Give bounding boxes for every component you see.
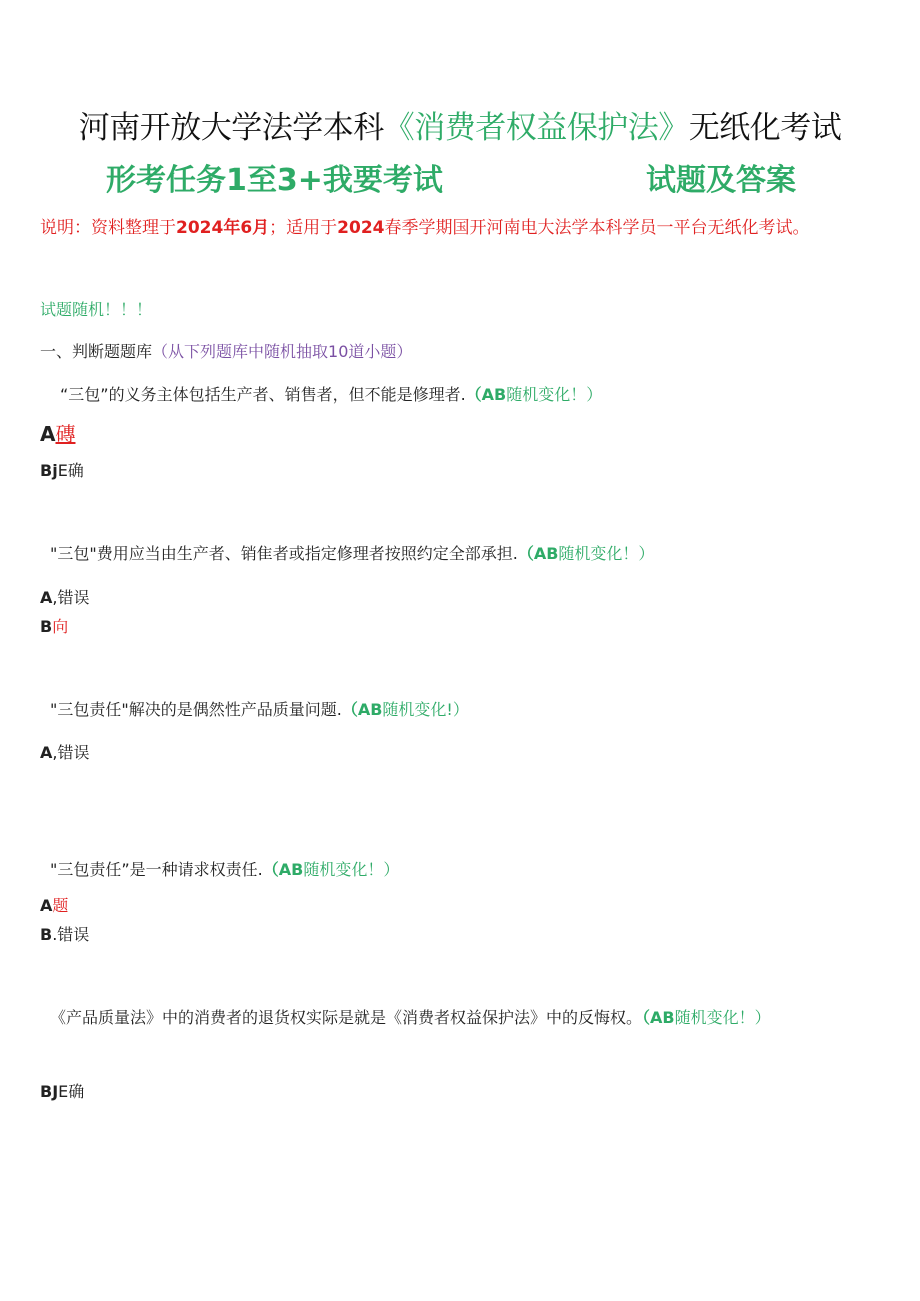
question-text: 《产品质量法》中的消费者的退货权实际是就是《消费者权益保护法》中的反悔权。: [50, 1008, 643, 1027]
option-letter: B: [40, 617, 53, 636]
subtitle-left: 形考任务1至3+我要考试: [106, 163, 443, 198]
option-text: ,错误: [52, 743, 90, 762]
question-2-option-a: [40, 586, 89, 610]
option-letter: A: [40, 896, 53, 915]
option-letter: Bj: [40, 461, 58, 480]
question-tag: （AB: [341, 700, 383, 719]
question-text: "三包责任”是一种请求权责任.: [50, 860, 263, 879]
section-heading: [40, 340, 412, 364]
note-date: 2024年6月: [176, 218, 270, 238]
question-tag-note: 随机变化！）: [303, 860, 400, 879]
question-1-option-a: [40, 422, 75, 446]
question-4: [50, 858, 399, 882]
option-letter: A: [40, 743, 53, 762]
question-tag-note: 随机变化!）: [382, 700, 469, 719]
section-title: 一、判断题题库: [40, 342, 153, 361]
question-3-option-a: [40, 741, 89, 765]
title-course-name: 《消费者权益保护法》: [383, 110, 689, 146]
question-1-option-b: [40, 459, 84, 483]
option-text: 磚: [55, 422, 76, 446]
section-hint: （从下列题库中随机抽取10道小题）: [152, 342, 413, 361]
title-part3: 无纸化考试: [688, 110, 842, 146]
question-text: “三包”的义务主体包括生产者、销售者，但不能是修理者.: [60, 385, 466, 404]
question-tag: （AB: [642, 1008, 675, 1027]
option-text: 向: [52, 617, 69, 636]
question-tag-note: 随机变化！）: [506, 385, 603, 404]
note-rest: 春季学期国开河南电大法学本科学员一平台无纸化考试。: [384, 218, 810, 238]
question-tag: （AB: [517, 544, 559, 563]
random-note: 试题随机！！！: [40, 300, 153, 319]
option-text: E确: [58, 1082, 85, 1101]
option-letter: BJ: [40, 1082, 59, 1101]
title-part1: 河南开放大学法学本科: [78, 110, 384, 146]
note-term: 2024: [337, 218, 385, 238]
question-text: "三包"费用应当由生产者、销隹者或指定修理者按照约定全部承担.: [50, 544, 518, 563]
option-letter: A: [40, 422, 56, 446]
question-text: "三包责任"解决的是偶然性产品质量问题.: [50, 700, 342, 719]
option-text: ,错误: [52, 588, 90, 607]
question-tag: （AB: [465, 385, 507, 404]
question-2-option-b: [40, 615, 68, 639]
option-text: 题: [52, 896, 69, 915]
note-mid: ；适用于: [269, 218, 338, 238]
note-prefix: 说明：资料整理于: [40, 218, 176, 238]
question-5-option-b: [40, 1080, 84, 1104]
question-5: [50, 1006, 771, 1030]
question-4-option-b: [40, 923, 89, 947]
question-1: [60, 383, 602, 407]
question-tag-note: 随机变化！）: [558, 544, 655, 563]
option-text: .错误: [52, 925, 90, 944]
subtitle-right: 试题及答案: [646, 163, 796, 198]
question-2: [50, 542, 654, 566]
document-title: [0, 106, 920, 150]
question-3: [50, 698, 469, 722]
option-letter: A: [40, 588, 53, 607]
option-text: E确: [57, 461, 84, 480]
description-note: [40, 212, 882, 244]
question-4-option-a: [40, 894, 68, 918]
question-tag-note: 随机变化！）: [674, 1008, 771, 1027]
question-tag: （AB: [262, 860, 304, 879]
option-letter: B: [40, 925, 53, 944]
